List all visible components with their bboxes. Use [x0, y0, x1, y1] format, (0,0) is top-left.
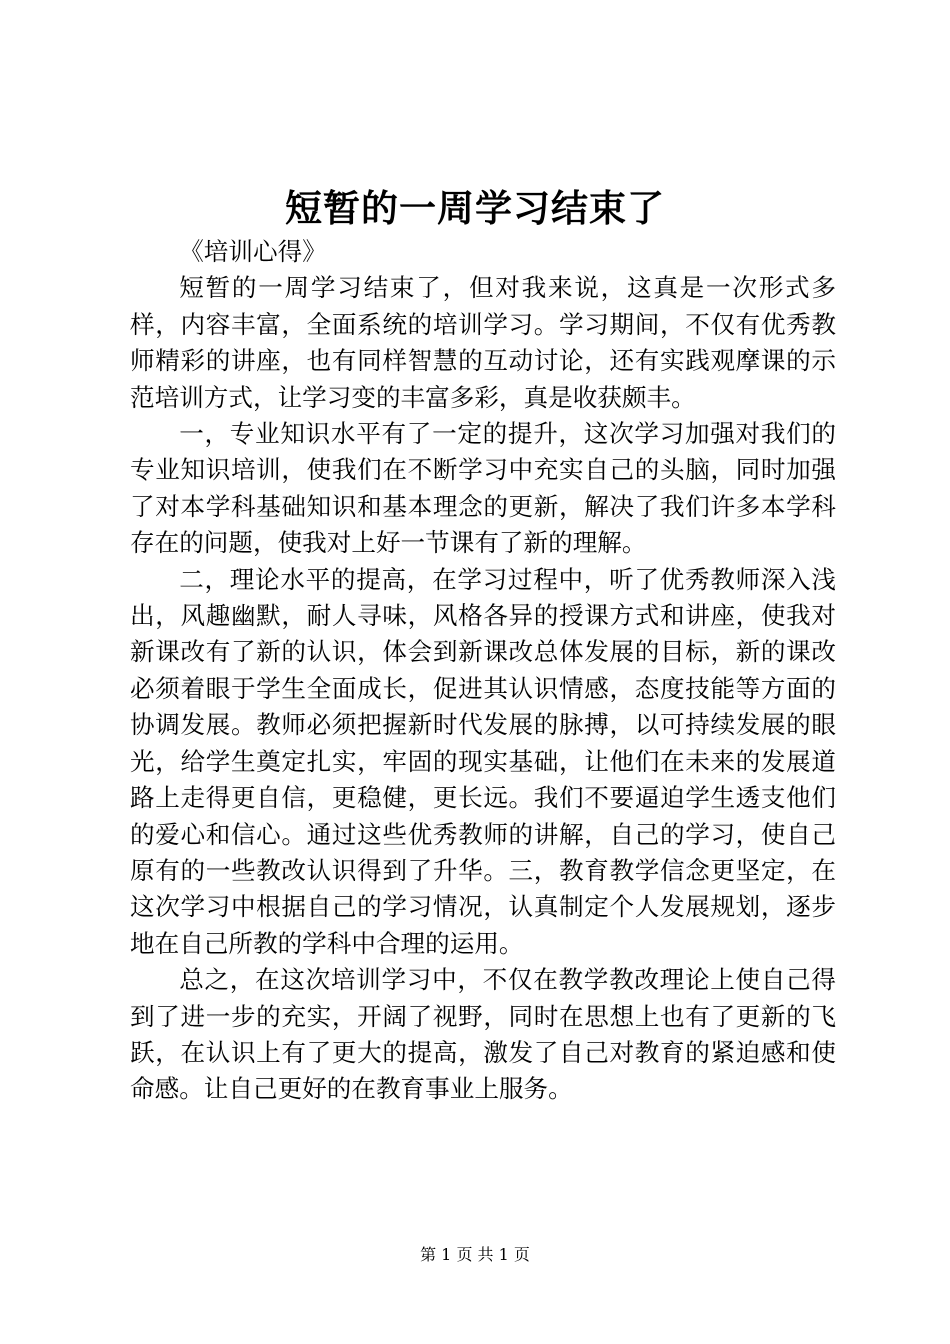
paragraph-intro: 短暂的一周学习结束了，但对我来说，这真是一次形式多样，内容丰富，全面系统的培训学习。学习期间，不仅有优秀教师精彩的讲座，也有同样智慧的互动讨论，还有实践观摩课的示范培训方式，让学习变的丰富多彩，真是收获颇丰。 — [130, 273, 836, 412]
paragraph-subtitle: 《培训心得》 — [179, 237, 327, 266]
document-title: 短暂的一周学习结束了 — [285, 186, 665, 230]
paragraph-conclusion: 总之，在这次培训学习中，不仅在教学教改理论上使自己得到了进一步的充实，开阔了视野，同时在思想上也有了更新的飞跃，在认识上有了更大的提高，激发了自己对教育的紧迫感和使命感。让自己更好的在教育事业上服务。 — [130, 965, 836, 1104]
page-number-footer: 第 1 页 共 1 页 — [420, 1245, 530, 1264]
document-body — [130, 234, 836, 1108]
paragraph-point-two: 二，理论水平的提高，在学习过程中，听了优秀教师深入浅出，风趣幽默，耐人寻味，风格各异的授课方式和讲座，使我对新课改有了新的认识，体会到新课改总体发展的目标，新的课改必须着眼于学生全面成长，促进其认识情感，态度技能等方面的协调发展。教师必须把握新时代发展的脉搏，以可持续发展的眼光，给学生奠定扎实，牢固的现实基础，让他们在未来的发展道路上走得更自信，更稳健，更长远。我们不要逼迫学生透支他们的爱心和信心。通过这些优秀教师的讲解，自己的学习，使自己原有的一些教改认识得到了升华。三，教育教学信念更坚定，在这次学习中根据自己的学习情况，认真制定个人发展规划，逐步地在自己所教的学科中合理的运用。 — [130, 564, 836, 958]
paragraph-point-one: 一，专业知识水平有了一定的提升，这次学习加强对我们的专业知识培训，使我们在不断学习中充实自己的头脑，同时加强了对本学科基础知识和基本理念的更新，解决了我们许多本学科存在的问题，使我对上好一节课有了新的理解。 — [130, 419, 836, 558]
